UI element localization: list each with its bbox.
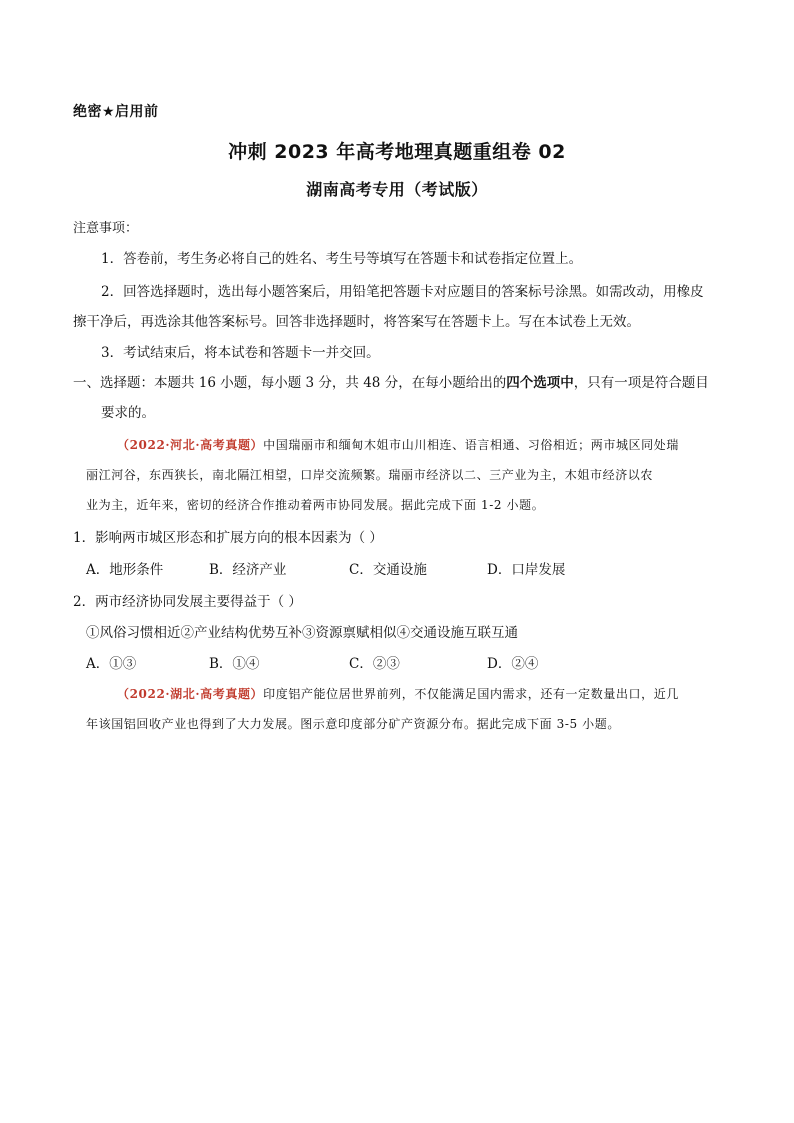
question-1-option-d: D．口岸发展 xyxy=(487,562,566,578)
material-1-source: （2022·河北·高考真题） xyxy=(117,438,264,452)
question-2-option-d: D．②④ xyxy=(487,656,539,672)
material-1-line-2: 丽江河谷，东西狭长，南北隔江相望，口岸交流频繁。瑞丽市经济以二、三产业为主，木姐市经济以农 xyxy=(86,468,654,482)
material-1-text-1: 中国瑞丽市和缅甸木姐市山川相连、语言相通、习俗相近；两市城区同处瑞 xyxy=(263,438,679,452)
question-1-option-a: A．地形条件 xyxy=(86,562,164,578)
page-subtitle: 湖南高考专用（考试版） xyxy=(306,180,488,199)
section-desc-line-2: 要求的。 xyxy=(101,405,155,421)
notice-item-3: 3．考试结束后，将本试卷和答题卡一并交回。 xyxy=(101,345,380,361)
section-heading xyxy=(73,374,709,392)
section-prefix: 一、选择题： xyxy=(73,375,154,391)
material-2-line-2: 年该国铝回收产业也得到了大力发展。图示意印度部分矿产资源分布。据此完成下面 3-5 小题。 xyxy=(86,717,620,731)
question-2-option-c: C．②③ xyxy=(349,656,400,672)
section-desc-part2: ，只有一项是符合题目 xyxy=(573,375,709,391)
notice-label: 注意事项： xyxy=(73,221,139,236)
material-1-line-3: 业为主，近年来，密切的经济合作推动着两市协同发展。据此完成下面 1-2 小题。 xyxy=(86,498,545,512)
question-2-statements: ①风俗习惯相近②产业结构优势互补③资源禀赋相似④交通设施互联互通 xyxy=(86,625,518,641)
section-desc-bold: 四个选项中 xyxy=(506,375,574,391)
question-2-option-b: B．①④ xyxy=(209,656,260,672)
notice-item-2-line-1: 2．回答选择题时，选出每小题答案后，用铅笔把答题卡对应题目的答案标号涂黑。如需改动，用橡皮 xyxy=(101,284,704,300)
question-2-option-a: A．①③ xyxy=(86,656,137,672)
material-1-line-1 xyxy=(117,437,679,453)
material-2-text-1: 印度铝产能位居世界前列，不仅能满足国内需求，还有一定数量出口，近几 xyxy=(263,687,679,701)
page-title: 冲刺 2023 年高考地理真题重组卷 02 xyxy=(228,141,566,163)
material-2-line-1 xyxy=(117,686,679,702)
section-desc-part1: 本题共 16 小题，每小题 3 分，共 48 分，在每小题给出的 xyxy=(154,375,507,391)
question-1-option-c: C．交通设施 xyxy=(349,562,427,578)
notice-item-1: 1．答卷前，考生务必将自己的姓名、考生号等填写在答题卡和试卷指定位置上。 xyxy=(101,251,583,267)
question-1-stem: 1．影响两市城区形态和扩展方向的根本因素为（ ） xyxy=(73,530,383,546)
material-2-source: （2022·湖北·高考真题） xyxy=(117,687,264,701)
secret-mark: 绝密★启用前 xyxy=(73,104,159,120)
question-2-stem: 2．两市经济协同发展主要得益于（ ） xyxy=(73,594,302,610)
question-1-option-b: B．经济产业 xyxy=(209,562,287,578)
notice-item-2-line-2: 擦干净后，再选涂其他答案标号。回答非选择题时，将答案写在答题卡上。写在本试卷上无效。 xyxy=(73,314,640,330)
